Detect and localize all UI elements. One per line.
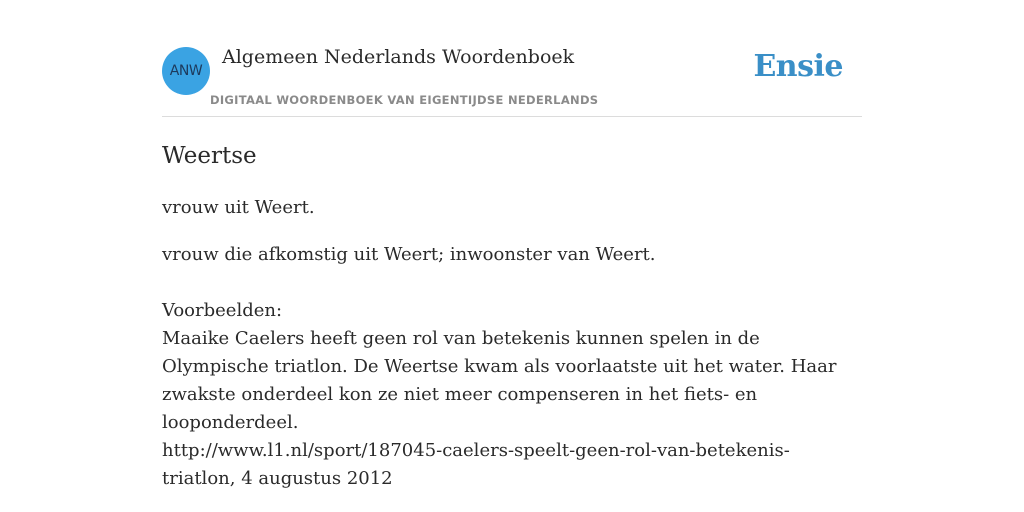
anw-logo[interactable] — [162, 47, 210, 95]
site-header — [162, 0, 862, 117]
anw-logo-text: ANW — [169, 63, 203, 79]
examples-section — [162, 297, 862, 493]
page — [162, 0, 862, 493]
entry-headword: Weertse — [162, 143, 257, 169]
site-subtitle: DIGITAAL WOORDENBOEK VAN EIGENTIJDSE NEDERLANDS — [210, 93, 599, 107]
example-text: Maaike Caelers heeft geen rol van betekenis kunnen spelen in de Olympische triatlon. De Weertse kwam als voorlaatste uit het water. Haar zwakste onderdeel kon ze niet meer compenseren in het fiets- en looponderdeel. — [162, 328, 837, 433]
site-title[interactable]: Algemeen Nederlands Woordenboek — [222, 46, 575, 68]
short-definition: vrouw uit Weert. — [162, 197, 315, 218]
example-source: http://www.l1.nl/sport/187045-caelers-speelt-geen-rol-van-betekenis-triatlon, 4 augustus 2012 — [162, 440, 790, 489]
ensie-brand-link[interactable]: Ensie — [753, 49, 843, 84]
long-definition: vrouw die afkomstig uit Weert; inwoonster van Weert. — [162, 244, 656, 265]
examples-label: Voorbeelden: — [162, 300, 283, 321]
